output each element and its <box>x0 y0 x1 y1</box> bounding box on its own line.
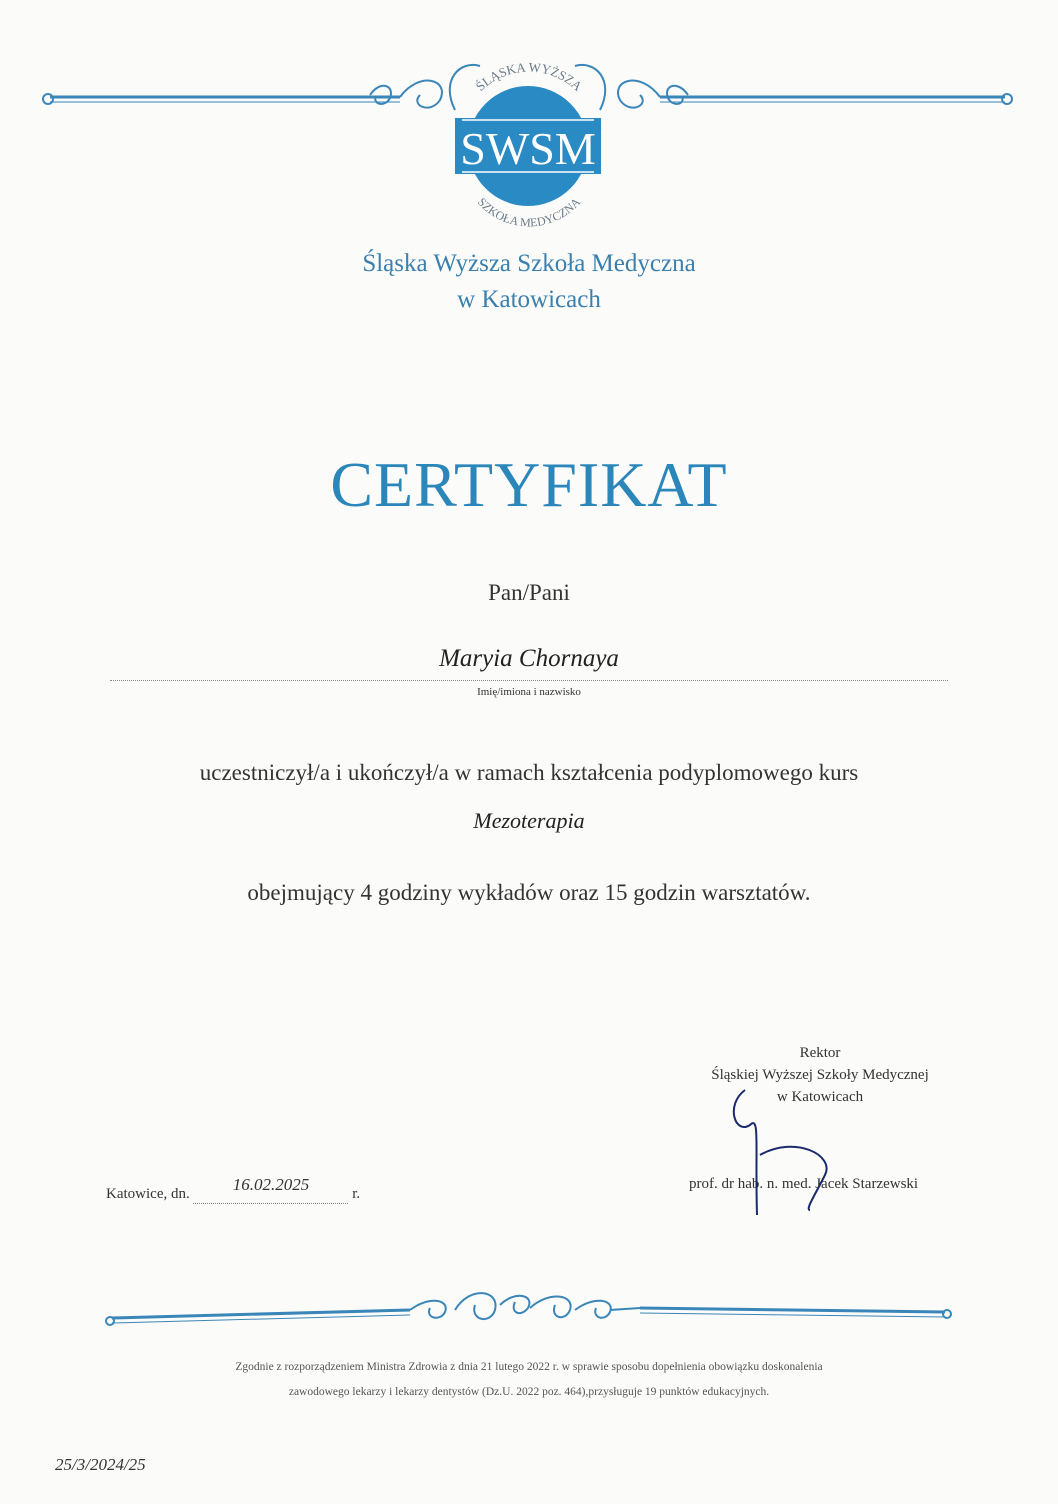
logo-bottom-arc: SZKOŁA MEDYCZNA <box>474 194 584 230</box>
logo-abbr: SWSM <box>460 123 596 174</box>
body-line2: obejmujący 4 godziny wykładów oraz 15 godzin warsztatów. <box>247 880 811 905</box>
signatory-org2: w Katowicach <box>776 1089 864 1105</box>
reference-number: 25/3/2024/25 <box>55 1455 146 1474</box>
footer-line1: Zgodnie z rozporządzeniem Ministra Zdrowia z dnia 21 lutego 2022 r. w sprawie sposobu dopełnienia obowiązku doskonalenia <box>235 1361 823 1373</box>
certificate-title: CERTYFIKAT <box>330 449 728 520</box>
place-suffix: r. <box>352 1186 361 1202</box>
institution-line1: Śląska Wyższa Szkoła Medyczna <box>362 250 696 277</box>
place-prefix: Katowice, dn. <box>106 1186 190 1202</box>
institution-line2: w Katowicach <box>457 286 601 313</box>
course-name: Mezoterapia <box>473 808 585 833</box>
body-line1: uczestniczył/a i ukończył/a w ramach kształcenia podyplomowego kurs <box>199 760 859 785</box>
date-value: 16.02.2025 <box>232 1175 310 1194</box>
name-caption: Imię/imiona i nazwisko <box>477 686 581 698</box>
signatory-org1: Śląskiej Wyższej Szkoły Medycznej <box>711 1067 929 1083</box>
salutation: Pan/Pani <box>488 580 570 605</box>
logo-top-arc: ŚLĄSKA WYŻSZA <box>472 59 586 94</box>
footer-line2: zawodowego lekarzy i lekarzy dentystów (Dz.U. 2022 poz. 464),przysługuje 19 punktów edukacyjnych. <box>288 1386 770 1398</box>
recipient-name: Maryia Chornaya <box>439 645 619 672</box>
footer-note <box>0 1355 1058 1405</box>
signatory-name: prof. dr hab. n. med. Jacek Starzewski <box>689 1176 919 1192</box>
signatory-role: Rektor <box>799 1045 841 1061</box>
